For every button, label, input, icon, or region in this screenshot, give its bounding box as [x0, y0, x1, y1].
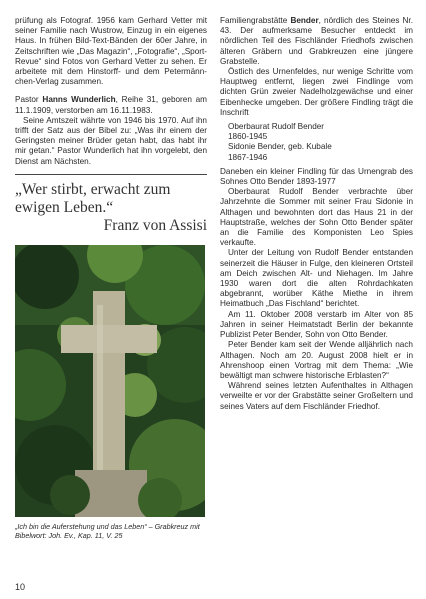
paragraph-wunderlich-intro: Pastor Hanns Wunderlich, Reihe 31, geboren am 11.1.1909, verstorben am 16.11.1983. — [15, 95, 207, 115]
photo-caption: „Ich bin die Auferstehung und das Leben“ – Grabkreuz mit Bibelwort: Joh. Ev., Kap. 11, V. 25 — [15, 521, 200, 540]
paragraph-urnengrab: Daneben ein kleiner Findling für das Urnengrab des Sohnes Otto Bender 1893-1977 — [220, 166, 413, 187]
quote-author: Franz von Assisi — [103, 216, 207, 234]
name-bender: Bender — [290, 16, 319, 25]
inscription — [228, 122, 413, 163]
inscription-line: Oberbaurat Rudolf Bender — [228, 122, 325, 132]
inscription-line: Sidonie Bender, geb. Kubale — [228, 142, 332, 152]
grave-cross-photo — [15, 245, 205, 517]
inscription-line: 1867-1946 — [228, 152, 268, 162]
paragraph-findlinge: Östlich des Urnenfeldes, nur wenige Schritte vom Hauptweg entfernt, liegen zwei Findlinge vom dichten Grün zweier Nadelholzgewächse und einer Eibenhecke umgeben. Der größere Findling trägt die Inschrift — [220, 67, 413, 117]
left-column — [15, 16, 207, 540]
paragraph-vetter: prüfung als Fotograf. 1956 kam Gerhard Vetter mit seiner Familie nach Wustrow, Einzug in ein eigenes Haus. In frühen Bild-Text-Bänden der 60er Jahre, in Zeitschriften wie „Das Magazin“, „Fotografie“, „Sport-Revue“ sind Fotos von Gerhard Vetter zu sehen. Er arbeitete mit dem Hinstorff- und dem Petermänn-chen-Verlag zusammen. — [15, 16, 207, 87]
divider — [15, 174, 207, 175]
paragraph-rudolf-bender: Oberbaurat Rudolf Bender verbrachte über Jahrzehnte die Sommer mit seiner Frau Sidonie in Althagen und bewohnten dort das Haus 21 in der Hauptstraße, welches der Sohn Otto Bender später an die Familie des Komponisten Leo Spies verkaufte. — [220, 187, 413, 248]
paragraph-wunderlich-body: Seine Amtszeit währte von 1946 bis 1970. Auf ihn trifft der Satz aus der Bibel zu: „Was ihr einem der Geringsten meiner Brüder getan habt, das habt ihr mir getan.“ Pastor Wunderlich hat ihn vorgelebt, den Dienst am Nächsten. — [15, 115, 207, 166]
paragraph-aufenthalt: Während seines letzten Aufenthaltes in Althagen verweilte er vor der Grabstätte seiner Großeltern und seines Vaters auf dem Fischländer Friedhof. — [220, 381, 413, 411]
page-number: 10 — [15, 582, 26, 592]
inscription-line: 1860-1945 — [228, 132, 268, 142]
quote-block — [15, 181, 207, 235]
quote-text: „Wer stirbt, erwacht zum ewigen Leben.“ — [15, 180, 171, 216]
paragraph-bender-intro: Familiengrabstätte Bender, nördlich des Steines Nr. 43. Der aufmerksame Besucher entdeckt im nördlichen Teil des Fischländer Friedhofs zwischen älteren Gräbern und Grabkreuzen eine jüngere Grabstelle. — [220, 16, 413, 66]
paragraph-fulge: Unter der Leitung von Rudolf Bender entstanden seinerzeit die Häuser in Fulge, den kleineren Ortsteil am Deich zwischen Alt- und Niehagen. Im Jahre 1930 waren dort die alten Rohrdachkaten abgebrannt, worüber Käthe Miethe in ihrem Heimatbuch „Das Fischland“ berichtet. — [220, 248, 413, 309]
name-hanns-wunderlich: Hanns Wunderlich — [42, 95, 116, 105]
paragraph-vortrag: Peter Bender kam seit der Wende alljährlich nach Althagen. Noch am 20. August 2008 hielt er in Ahrenshoop einen Vortrag mit dem Thema: „Wie bewältigt man schwere historische Erblasten?“ — [220, 340, 413, 380]
right-column — [220, 16, 413, 412]
paragraph-peter-bender: Am 11. Oktober 2008 verstarb im Alter von 85 Jahren in seiner Heimatstadt Berlin der bekannte Publizist Peter Bender, Sohn von Otto Bender. — [220, 309, 413, 340]
